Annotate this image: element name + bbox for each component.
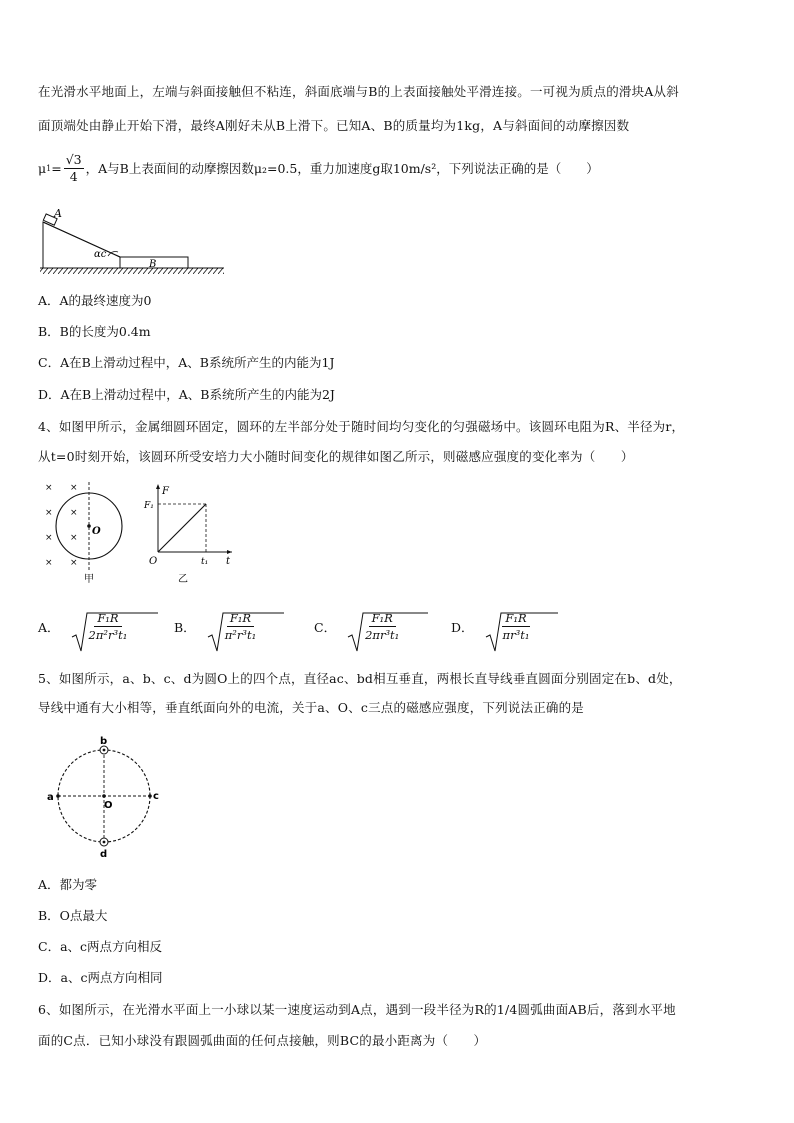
label-b: b xyxy=(100,736,108,747)
f-axis-label: F xyxy=(162,486,169,497)
q4-stem-line1: 4、如图甲所示，金属细圆环固定，圆环的左半部分处于随时间均匀变化的匀强磁场中。该圆环电阻为R、半径为r， xyxy=(38,419,685,434)
label-alpha: αc xyxy=(94,249,107,260)
svg-text:×: × xyxy=(70,533,78,543)
svg-text:×: × xyxy=(70,508,78,518)
q4-answer-d-radical xyxy=(484,611,533,643)
q4-answer-a-denominator: 2π²r³t₁ xyxy=(88,628,128,642)
q4-answer-a-radical xyxy=(70,611,131,643)
q3-stem-line3 xyxy=(38,148,599,188)
q5-stem-line2: 导线中通有大小相等，垂直纸面向外的电流，关于a、O、c三点的磁感应强度，下列说法正确的是 xyxy=(38,700,585,715)
label-a: A xyxy=(54,207,62,220)
radical-sign xyxy=(484,611,560,655)
q5-option-d: D．a、c两点方向相同 xyxy=(38,970,163,985)
wire-d-dot xyxy=(103,841,106,844)
q5-option-b: B．O点最大 xyxy=(38,908,108,923)
t-axis-arrow xyxy=(227,550,232,554)
mu1-numerator: √3 xyxy=(65,151,82,167)
q3-stem-line2: 面顶端处由静止开始下滑，最终A刚好未从B上滑下。已知A、B的质量均为1kg，A与斜面间的动摩擦因数 xyxy=(38,118,630,133)
t-axis-label: t xyxy=(226,556,231,567)
q3-option-a: A．A的最终速度为0 xyxy=(38,293,152,308)
q6-stem-line1: 6、如图所示，在光滑水平面上一小球以某一速度运动到A点，遇到一段半径为R的1/4圆弧曲面AB后，落到水平地 xyxy=(38,1002,676,1017)
svg-text:×: × xyxy=(45,508,53,518)
circle-wires-figure xyxy=(40,734,166,860)
ring-field-figure xyxy=(40,478,136,586)
q3-option-d: D．A在B上滑动过程中，A、B系统所产生的内能为2J xyxy=(38,387,335,402)
mu1-subscript: 1 xyxy=(46,163,52,173)
point-c xyxy=(148,794,152,798)
incline-slope xyxy=(43,222,120,257)
mu1-denominator: 4 xyxy=(69,168,78,184)
q4-answer-c-radical xyxy=(346,611,402,643)
fig-yi-caption: 乙 xyxy=(178,574,188,585)
mu1-fraction xyxy=(64,152,84,185)
q4-stem-line2: 从t=0时刻开始，该圆环所受安培力大小随时间变化的规律如图乙所示，则磁感应强度的变化率为（ ） xyxy=(38,449,634,464)
q5-stem-line1: 5、如图所示，a、b、c、d为圆O上的四个点，直径ac、bd相互垂直，两根长直导线垂直圆面分别固定在b、d处， xyxy=(38,671,682,686)
svg-text:×: × xyxy=(45,483,53,493)
label-d: d xyxy=(100,849,108,860)
wire-b-dot xyxy=(103,749,106,752)
label-o: O xyxy=(104,800,113,811)
mu1-symbol: μ xyxy=(38,160,47,176)
q3-stem-line1: 在光滑水平地面上，左端与斜面接触但不粘连，斜面底端与B的上表面接触处平滑连接。一可视为质点的滑块A从斜 xyxy=(38,84,679,99)
svg-text:×: × xyxy=(45,533,53,543)
q3-option-b: B．B的长度为0.4m xyxy=(38,324,151,339)
radical-sign xyxy=(70,611,160,655)
q6-stem-line2: 面的C点．已知小球没有跟圆弧曲面的任何点接触，则BC的最小距离为（ ） xyxy=(38,1033,487,1048)
incline-body xyxy=(43,222,120,268)
point-o xyxy=(102,794,106,798)
q5-option-c: C．a、c两点方向相反 xyxy=(38,939,163,954)
q4-answer-a xyxy=(38,604,130,650)
q4-answer-a-label: A． xyxy=(38,620,60,635)
q4-answer-c-label: C． xyxy=(314,620,337,635)
q5-option-a: A．都为零 xyxy=(38,877,98,892)
radical-sign xyxy=(206,611,286,655)
point-a xyxy=(56,794,60,798)
q4-answer-b-denominator: π²r³t₁ xyxy=(224,628,257,642)
svg-text:×: × xyxy=(70,483,78,493)
mu1-equals: = xyxy=(51,160,62,176)
label-b: B xyxy=(149,259,157,270)
label-a: a xyxy=(47,792,54,803)
q4-answer-d-label: D． xyxy=(451,620,474,635)
q3-stem-line3-rest: ，A与B上表面间的动摩擦因数μ₂=0.5，重力加速度g取10m/s²，下列说法正确的是（ ） xyxy=(85,161,599,176)
q4-answer-b xyxy=(174,604,259,650)
t1-tick-label: t₁ xyxy=(201,557,209,567)
f-axis-arrow xyxy=(156,484,160,489)
q4-answer-b-radical xyxy=(206,611,260,643)
q4-answer-a-numerator: F₁R xyxy=(94,611,121,627)
q4-answer-c-numerator: F₁R xyxy=(369,611,396,627)
origin-label: O xyxy=(149,556,158,567)
force-line xyxy=(158,504,206,552)
q4-answer-c xyxy=(314,604,402,650)
label-c: c xyxy=(153,791,159,802)
q4-answer-c-denominator: 2πr³t₁ xyxy=(365,628,400,642)
q4-answer-b-numerator: F₁R xyxy=(227,611,254,627)
ring-center-dot xyxy=(87,524,91,528)
ring-center-label: O xyxy=(92,526,101,537)
q4-answer-d xyxy=(451,604,532,650)
q4-answer-d-numerator: F₁R xyxy=(502,611,529,627)
f1-tick-label: F₁ xyxy=(144,501,154,511)
ground-hatch xyxy=(40,268,224,274)
fig-jia-caption: 甲 xyxy=(84,574,94,585)
q4-answer-d-denominator: πr³t₁ xyxy=(502,628,530,642)
force-time-graph xyxy=(146,480,236,586)
q4-answer-b-label: B． xyxy=(174,620,196,635)
incline-figure xyxy=(38,202,228,278)
svg-text:×: × xyxy=(70,558,78,568)
radical-sign xyxy=(346,611,430,655)
q3-option-c: C．A在B上滑动过程中，A、B系统所产生的内能为1J xyxy=(38,355,335,370)
svg-text:×: × xyxy=(45,558,53,568)
